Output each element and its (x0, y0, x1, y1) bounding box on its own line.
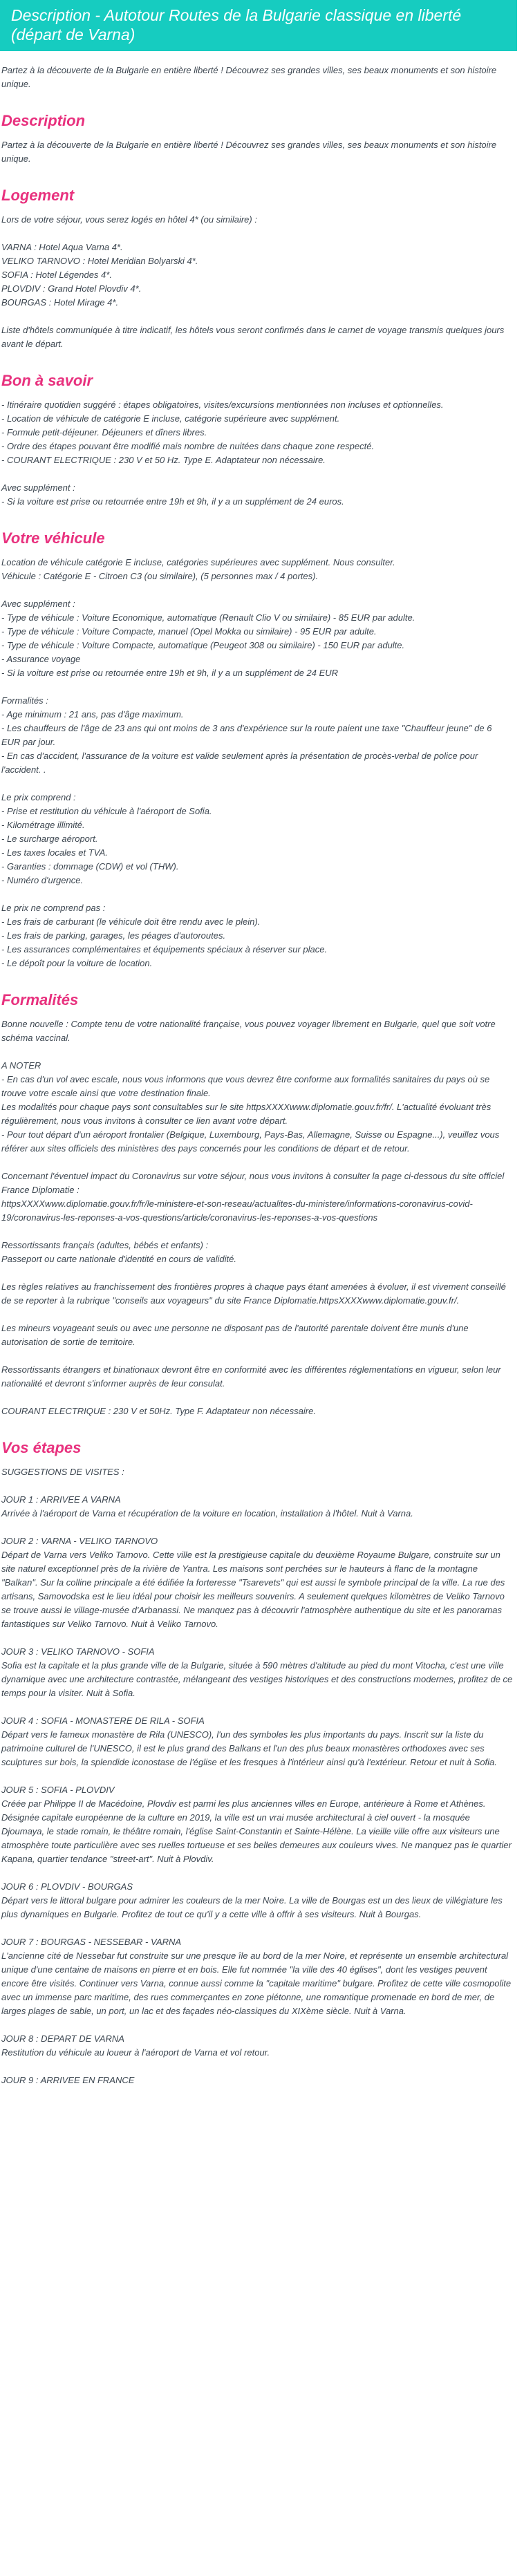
spacer (1, 1045, 513, 1059)
day-text: L'ancienne cité de Nessebar fut construite sur une presque île au bord de la mer Noire, et représente un ensemble architectural unique d'une centaine de maisons en pierre et en bois. Elle fut nommée "la ville des 40 églises", dont les vestiges peuvent encore être visités. Continuer vers Varna, connue aussi comme la "capitale maritime" bulgare. Profitez de cette ville cosmopolite avec un immense parc maritime, des rues commerçantes en zone piétonne, une romantique promenade en bord de mer, de larges plages de sable, un port, un lac et des façades néo-classiques du XIXème siècle. Nuit à Varna. (1, 1950, 512, 2016)
spacer (1, 1349, 513, 1363)
formalites-etrangers: Ressortissants étrangers et binationaux devront être en conformité avec les différentes réglementations en vigueur, selon leur nationalité et devront s'informer auprès de leur consulat. (1, 1364, 501, 1389)
spacer (1, 583, 513, 597)
spacer (1, 680, 513, 694)
formalites-mineurs: Les mineurs voyageant seuls ou avec une personne ne disposant pas de l'autorité parentale doivent être munis d'une autorisation de sortie de territoire. (1, 1323, 469, 1347)
spacer (1, 227, 513, 241)
spacer (1, 1156, 513, 1169)
spacer (1, 1266, 513, 1280)
logement-note: Liste d'hôtels communiquée à titre indicatif, les hôtels vous seront confirmés dans le carnet de voyage transmis quelques jours avant le départ. (1, 325, 505, 349)
day-text: Départ de Varna vers Veliko Tarnovo. Cette ville est la prestigieuse capitale du deuxième Royaume Bulgare, construite sur un site naturel exceptionnel près de la rivière de Yantra. Les maisons sont perchées sur le hauteurs à flanc de la montagne "Balkan". Sur la colline principale a été édifiée la forteresse "Tsarevets" qui est aussi le symbole principal de la ville. La rue des artisans, Samovodska est le lieu idéal pour choisir les meilleurs souvenirs. A seulement quelques kilomètres de Veliko Tarnovo se trouve aussi le village-musée d'Arbanassi. Ne manquez pas à découvrir l'atmosphère authentique du site et les panoramas fantastiques sur Veliko Tarnovo. Nuit à Veliko Tarnovo. (1, 1550, 505, 1629)
page-content (0, 64, 517, 2087)
vehicule-supplements: Avec supplément : - Type de véhicule : Voiture Economique, automatique (Renault Clio V ou similaire) - 85 EUR par adulte. - Type de véhicule : Voiture Compacte, manuel (Opel Mokka ou similaire) - 95 EUR par adulte. - Type de véhicule : Voiture Compacte, automatique (Peugeot 308 ou similaire) - 150 EUR par adulte. - Assurance voyage - Si la voiture est prise ou retournée entre 19h et 9h, il y a un supplément de 24 EUR (1, 599, 415, 678)
day-text: Créée par Philippe II de Macédoine, Plovdiv est parmi les plus anciennes villes en Europe, antérieure à Rome et Athènes. Désignée capitale européenne de la culture en 2019, la ville est un vrai musée architectural à ciel ouvert - la mosquée Djoumaya, le stade romain, le théâtre romain, l'église Saint-Constantin et Sainte-Hélène. La vieille ville offre aux visiteurs une atmosphère toute particulière avec ses ruelles tortueuse et ses belles demeures aux couleurs vives. Ne manquez pas le quartier Kapana, quartier tendance "street-art". Nuit à Plovdiv. (1, 1798, 512, 1864)
vehicule-intro: Location de véhicule catégorie E incluse, catégories supérieures avec supplément. Nous consulter. Véhicule : Catégorie E - Citroen C3 (ou similaire), (5 personnes max / 4 portes). (1, 557, 395, 581)
section-heading-description: Description (1, 112, 86, 129)
vehicule-prix-comprend: Le prix comprend : - Prise et restitution du véhicule à l'aéroport de Sofia. - Kilométrage illimité. - Le surcharge aéroport. - Les taxes locales et TVA. - Garanties : dommage (CDW) et vol (THW). - Numéro d'urgence. (1, 792, 212, 885)
logement-hotels: VARNA : Hotel Aqua Varna 4*. VELIKO TARNOVO : Hotel Meridian Bolyarski 4*. SOFIA : Hotel Légendes 4*. PLOVDIV : Grand Hotel Plovdiv 4*. BOURGAS : Hotel Mirage 4*. (1, 242, 198, 308)
section-heading-bon-a-savoir: Bon à savoir (1, 372, 93, 389)
formalites-regles: Les règles relatives au franchissement des frontières propres à chaque pays étant amenées à évoluer, il est vivement conseillé de se reporter à la rubrique "conseils aux voyageurs" du site France Diplomatie.httpsXXXXwww.diplomatie.gouv.fr/. (1, 1281, 506, 1306)
spacer (1, 1921, 513, 1935)
intro-text: Partez à la découverte de la Bulgarie en entière liberté ! Découvrez ses grandes villes, ses beaux monuments et son histoire unique. (1, 65, 497, 89)
spacer (1, 1479, 513, 1493)
day-text: Sofia est la capitale et la plus grande ville de la Bulgarie, située à 590 mètres d'altitude au pied du mont Vitocha, c'est une ville dynamique avec une architecture contrastée, mélangeant des vestiges historiques et des constructions modernes, profitez de ce temps pour la visiter. Nuit à Sofia. (1, 1660, 513, 1698)
day-title: JOUR 2 : VARNA - VELIKO TARNOVO (1, 1536, 158, 1546)
spacer (1, 1700, 513, 1714)
etapes-suggestions: SUGGESTIONS DE VISITES : (1, 1467, 124, 1477)
vehicule-formalites: Formalités : - Age minimum : 21 ans, pas d'âge maximum. - Les chauffeurs de l'âge de 23 ans qui ont moins de 3 ans d'expérience sur la route paient une taxe "Chauffeur jeune" de 6 EUR par jour. - En cas d'accident, l'assurance de la voiture est valide seulement après la présentation de procès-verbal de police pour l'accident. . (1, 695, 492, 775)
formalites-courant: COURANT ELECTRIQUE : 230 V et 50Hz. Type F. Adaptateur non nécessaire. (1, 1406, 316, 1416)
day-title: JOUR 5 : SOFIA - PLOVDIV (1, 1785, 115, 1795)
day-text: Départ vers le fameux monastère de Rila (UNESCO), l'un des symboles les plus importants du pays. Inscrit sur la liste du patrimoine culturel de l'UNESCO, il est le plus grand des Balkans et l'un des plus beaux monastères orthodoxes avec ses sculptures sur bois, la splendide iconostase de l'église et les fresques à l'intérieur ainsi qu'à l'extérieur. Retour et nuit à Sofia. (1, 1729, 497, 1767)
day-text: Arrivée à l'aéroport de Varna et récupération de la voiture en location, installation à l'hôtel. Nuit à Varna. (1, 1508, 413, 1519)
day-text: Restitution du véhicule au loueur à l'aéroport de Varna et vol retour. (1, 2047, 270, 2058)
spacer (1, 1866, 513, 1880)
spacer (1, 310, 513, 323)
day-text: Départ vers le littoral bulgare pour admirer les couleurs de la mer Noire. La ville de Bourgas est un des lieux de villégiature les plus dynamiques en Bulgarie. Profitez de tout ce qu'il y a cette ville à offrir à ses visiteurs. Nuit à Bourgas. (1, 1895, 503, 1919)
logement-intro: Lors de votre séjour, vous serez logés en hôtel 4* (ou similaire) : (1, 214, 257, 225)
page-title: Description - Autotour Routes de la Bulgarie classique en liberté (départ de Varna) (0, 0, 517, 51)
spacer (1, 1391, 513, 1404)
formalites-a-noter: A NOTER - En cas d'un vol avec escale, nous vous informons que vous devrez être conforme aux formalités sanitaires du pays où se trouve votre escale ainsi que votre destination finale. Les modalités pour chaque pays sont consultables sur le site httpsXXXXwww.diplomatie.gouv.fr/fr/. L'actualité évoluant très régulièrement, nous vous invitons à consulter ce lien avant votre départ. - Pour tout départ d'un aéroport frontalier (Belgique, Luxembourg, Pays-Bas, Allemagne, Suisse ou Espagne...), veuillez vous référer aux sites officiels des ministères des pays concernés pour les conditions de départ et de retour. (1, 1060, 500, 1154)
spacer (1, 467, 513, 481)
formalites-intro: Bonne nouvelle : Compte tenu de votre nationalité française, vous pouvez voyager librement en Bulgarie, quel que soit votre schéma vaccinal. (1, 1019, 496, 1043)
description-text: Partez à la découverte de la Bulgarie en entière liberté ! Découvrez ses grandes villes, ses beaux monuments et son histoire unique. (1, 140, 497, 164)
bon-a-savoir-supplement: Avec supplément : - Si la voiture est prise ou retournée entre 19h et 9h, il y a un supplément de 24 euros. (1, 482, 344, 507)
day-title: JOUR 1 : ARRIVEE A VARNA (1, 1494, 121, 1505)
bon-a-savoir-list: - Itinéraire quotidien suggéré : étapes obligatoires, visites/excursions mentionnées non incluses et optionnelles. - Location de véhicule de catégorie E incluse, catégorie supérieure avec supplément. - Formule petit-déjeuner. Déjeuners et dîners libres. - Ordre des étapes pouvant être modifié mais nombre de nuitées dans chaque zone respecté. - COURANT ELECTRIQUE : 230 V et 50 Hz. Type E. Adaptateur non nécessaire. (1, 399, 444, 465)
vehicule-prix-ne-comprend-pas: Le prix ne comprend pas : - Les frais de carburant (le véhicule doit être rendu avec le plein). - Les frais de parking, garages, les péages d'autoroutes. - Les assurances complémentaires et équipements spéciaux à réserver sur place. - Le dépoît pour la voiture de location. (1, 903, 328, 968)
formalites-ressortissants: Ressortissants français (adultes, bébés et enfants) : Passeport ou carte nationale d'identité en cours de validité. (1, 1240, 236, 1264)
spacer (1, 2060, 513, 2074)
day-title: JOUR 3 : VELIKO TARNOVO - SOFIA (1, 1646, 155, 1657)
day-title: JOUR 7 : BOURGAS - NESSEBAR - VARNA (1, 1937, 182, 1947)
day-title: JOUR 8 : DEPART DE VARNA (1, 2033, 124, 2044)
section-heading-vehicule: Votre véhicule (1, 529, 105, 547)
spacer (1, 1225, 513, 1239)
spacer (1, 1308, 513, 1322)
section-heading-formalites: Formalités (1, 991, 79, 1008)
day-title: JOUR 9 : ARRIVEE EN FRANCE (1, 2075, 135, 2085)
spacer (1, 1631, 513, 1645)
formalites-coronavirus: Concernant l'éventuel impact du Coronavirus sur votre séjour, nous vous invitons à consulter la page ci-dessous du site officiel France Diplomatie : httpsXXXXwww.diplomatie.gouv.fr/fr/le-ministere-et-son-reseau/actualites-du-ministere/informations-coronavirus-covid-19/coronavirus-les-reponses-a-vos-questions/article/coronavirus-les-reponses-a-vos-questions (1, 1171, 505, 1223)
spacer (1, 777, 513, 791)
day-title: JOUR 4 : SOFIA - MONASTERE DE RILA - SOFIA (1, 1715, 205, 1726)
spacer (1, 1521, 513, 1534)
section-heading-logement: Logement (1, 187, 75, 204)
spacer (1, 887, 513, 901)
section-heading-etapes: Vos étapes (1, 1439, 82, 1456)
spacer (1, 2018, 513, 2032)
day-title: JOUR 6 : PLOVDIV - BOURGAS (1, 1881, 133, 1892)
spacer (1, 1769, 513, 1783)
